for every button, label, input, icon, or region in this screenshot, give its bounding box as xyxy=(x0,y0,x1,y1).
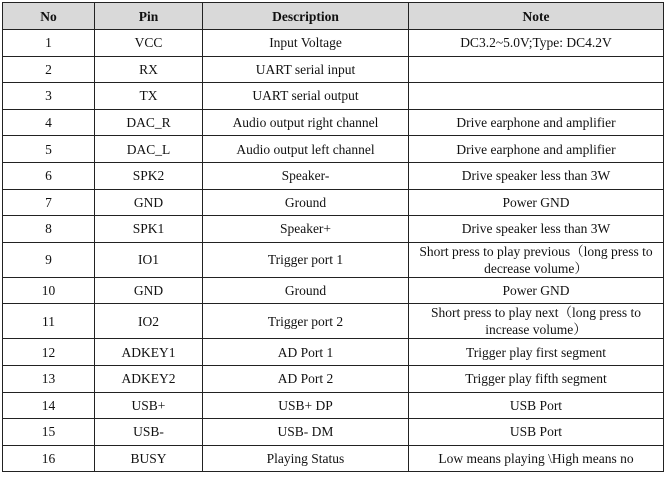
table-row xyxy=(3,304,664,339)
cell-pin: IO1 xyxy=(95,242,203,277)
cell-no: 8 xyxy=(3,216,95,243)
cell-description: USB+ DP xyxy=(203,392,409,419)
table-row xyxy=(3,419,664,446)
cell-pin: IO2 xyxy=(95,304,203,339)
header-no: No xyxy=(3,3,95,30)
cell-no: 3 xyxy=(3,83,95,110)
table-row xyxy=(3,445,664,472)
cell-no: 6 xyxy=(3,162,95,189)
cell-pin: RX xyxy=(95,56,203,83)
cell-description: Trigger port 2 xyxy=(203,304,409,339)
table-row xyxy=(3,277,664,304)
cell-no: 12 xyxy=(3,339,95,366)
cell-pin: DAC_R xyxy=(95,109,203,136)
cell-note: Short press to play previous（long press to decrease volume） xyxy=(409,242,664,277)
cell-note xyxy=(409,56,664,83)
cell-description: Input Voltage xyxy=(203,30,409,57)
cell-pin: USB+ xyxy=(95,392,203,419)
cell-description: Trigger port 1 xyxy=(203,242,409,277)
cell-description: AD Port 1 xyxy=(203,339,409,366)
header-pin: Pin xyxy=(95,3,203,30)
cell-no: 16 xyxy=(3,445,95,472)
cell-note: Drive earphone and amplifier xyxy=(409,109,664,136)
table-row xyxy=(3,56,664,83)
cell-description: Ground xyxy=(203,189,409,216)
cell-no: 2 xyxy=(3,56,95,83)
cell-note: Short press to play next（long press to increase volume） xyxy=(409,304,664,339)
cell-no: 9 xyxy=(3,242,95,277)
cell-note: Low means playing \High means no xyxy=(409,445,664,472)
cell-pin: TX xyxy=(95,83,203,110)
cell-description: UART serial output xyxy=(203,83,409,110)
pin-table xyxy=(2,2,664,472)
cell-no: 13 xyxy=(3,365,95,392)
header-row xyxy=(3,3,664,30)
cell-no: 14 xyxy=(3,392,95,419)
cell-no: 1 xyxy=(3,30,95,57)
cell-description: Speaker+ xyxy=(203,216,409,243)
table-row xyxy=(3,83,664,110)
cell-pin: USB- xyxy=(95,419,203,446)
header-description: Description xyxy=(203,3,409,30)
cell-pin: VCC xyxy=(95,30,203,57)
cell-note: Power GND xyxy=(409,189,664,216)
table-row xyxy=(3,189,664,216)
cell-note: Power GND xyxy=(409,277,664,304)
cell-no: 4 xyxy=(3,109,95,136)
table-row xyxy=(3,109,664,136)
cell-pin: DAC_L xyxy=(95,136,203,163)
cell-note: USB Port xyxy=(409,392,664,419)
table-row xyxy=(3,136,664,163)
cell-description: Ground xyxy=(203,277,409,304)
cell-description: Audio output right channel xyxy=(203,109,409,136)
cell-no: 11 xyxy=(3,304,95,339)
cell-description: AD Port 2 xyxy=(203,365,409,392)
table-row xyxy=(3,339,664,366)
cell-pin: SPK2 xyxy=(95,162,203,189)
table-row xyxy=(3,242,664,277)
cell-note xyxy=(409,83,664,110)
cell-note: Drive speaker less than 3W xyxy=(409,162,664,189)
cell-no: 5 xyxy=(3,136,95,163)
cell-pin: BUSY xyxy=(95,445,203,472)
header-note: Note xyxy=(409,3,664,30)
cell-pin: ADKEY1 xyxy=(95,339,203,366)
table-row xyxy=(3,30,664,57)
cell-no: 10 xyxy=(3,277,95,304)
cell-pin: ADKEY2 xyxy=(95,365,203,392)
cell-pin: GND xyxy=(95,189,203,216)
cell-note: Trigger play fifth segment xyxy=(409,365,664,392)
cell-description: Playing Status xyxy=(203,445,409,472)
table-row xyxy=(3,162,664,189)
table-row xyxy=(3,365,664,392)
cell-pin: GND xyxy=(95,277,203,304)
cell-pin: SPK1 xyxy=(95,216,203,243)
cell-note: USB Port xyxy=(409,419,664,446)
cell-note: Drive earphone and amplifier xyxy=(409,136,664,163)
cell-note: Trigger play first segment xyxy=(409,339,664,366)
table-body xyxy=(3,30,664,472)
cell-note: DC3.2~5.0V;Type: DC4.2V xyxy=(409,30,664,57)
cell-description: Speaker- xyxy=(203,162,409,189)
cell-no: 7 xyxy=(3,189,95,216)
cell-description: Audio output left channel xyxy=(203,136,409,163)
cell-description: UART serial input xyxy=(203,56,409,83)
cell-description: USB- DM xyxy=(203,419,409,446)
table-row xyxy=(3,216,664,243)
table-row xyxy=(3,392,664,419)
cell-no: 15 xyxy=(3,419,95,446)
cell-note: Drive speaker less than 3W xyxy=(409,216,664,243)
